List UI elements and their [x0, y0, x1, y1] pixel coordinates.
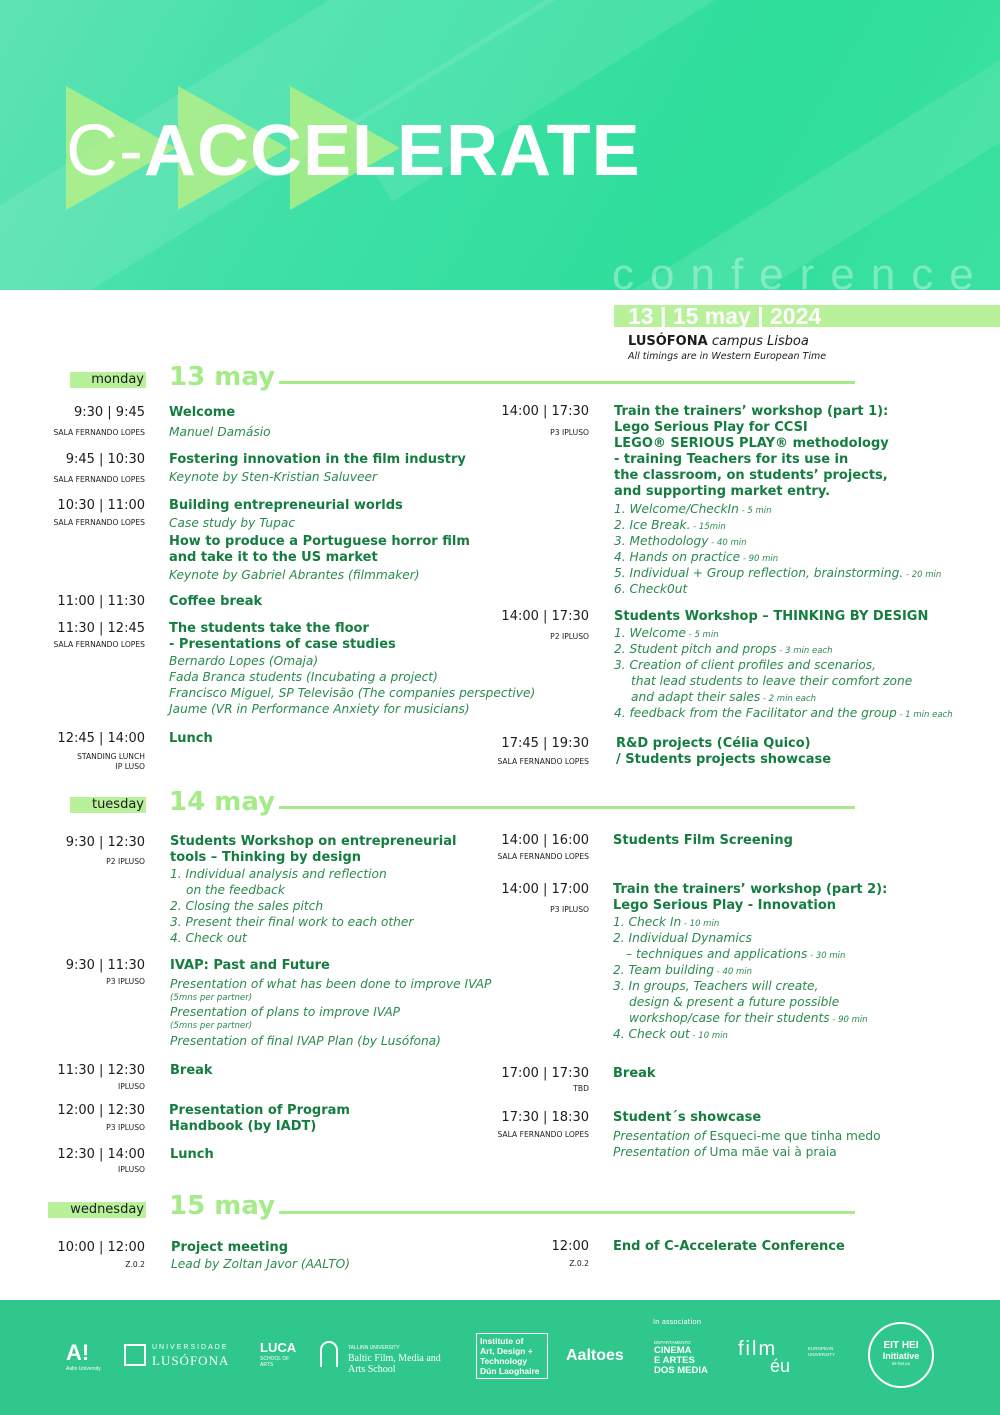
session-speaker: Bernardo Lopes (Omaja) — [169, 654, 319, 668]
agenda-item: 3. Creation of client profiles and scenarios, — [614, 658, 876, 672]
day-tag-wednesday: wednesday — [48, 1202, 146, 1218]
agenda-item: 4. feedback from the Facilitator and the group - 1 min each — [614, 706, 953, 720]
agenda-item: 2. Ice Break. - 15min — [614, 518, 726, 532]
tallinn-arch-icon — [320, 1341, 338, 1367]
agenda-item: 2. Closing the sales pitch — [170, 899, 324, 913]
session-title: - Presentations of case studies — [169, 637, 396, 652]
cinema-top: DEPARTAMENTO — [654, 1340, 691, 1345]
session-time: 14:00 | 17:30 — [501, 609, 589, 624]
agenda-item: 5. Individual + Group reflection, brainstorming. - 20 min — [614, 566, 942, 580]
day-date-wednesday: 15 may — [169, 1191, 276, 1221]
session-room: P3 IPLUSO — [106, 1123, 145, 1132]
session-speaker: Keynote by Sten-Kristian Saluveer — [169, 470, 378, 484]
session-time: 11:30 | 12:45 — [57, 621, 145, 636]
session-room: STANDING LUNCH — [77, 752, 145, 761]
agenda-item: on the feedback — [186, 883, 285, 897]
session-room: SALA FERNANDO LOPES — [497, 1130, 589, 1139]
session-room: IP LUSO — [115, 762, 145, 771]
day-divider — [279, 1211, 855, 1214]
tallinn-top: TALLINN UNIVERSITY — [348, 1345, 400, 1351]
session-title: Lego Serious Play for CCSI — [614, 420, 808, 435]
session-time: 17:00 | 17:30 — [501, 1066, 589, 1081]
session-speaker: Presentation of what has been done to improve IVAP — [170, 977, 492, 991]
agenda-item: 2. Individual Dynamics — [613, 931, 752, 945]
session-title: R&D projects (Célia Quico) — [616, 736, 811, 751]
session-room: P2 IPLUSO — [550, 632, 589, 641]
session-title: Lunch — [170, 1147, 214, 1162]
session-time: 11:30 | 12:30 — [57, 1063, 145, 1078]
agenda-item: and adapt their sales - 2 min each — [631, 690, 817, 704]
session-speaker: Presentation of Uma mãe vai à praia — [613, 1145, 837, 1159]
session-time: 9:30 | 11:30 — [65, 958, 145, 973]
agenda-item: 4. Check out - 10 min — [613, 1027, 728, 1041]
session-title: Building entrepreneurial worlds — [169, 498, 403, 513]
venue — [628, 334, 809, 349]
session-title: Break — [613, 1066, 656, 1081]
session-room: IPLUSO — [117, 1165, 145, 1174]
agenda-item: that lead students to leave their comfort zone — [631, 674, 913, 688]
session-room: Z.0.2 — [125, 1260, 145, 1269]
session-title: End of C-Accelerate Conference — [613, 1239, 845, 1254]
agenda-item: 1. Individual analysis and reflection — [170, 867, 387, 881]
session-title: the classroom, on students’ projects, — [614, 468, 888, 483]
in-association-label: In association — [653, 1318, 702, 1326]
session-title: Break — [170, 1063, 213, 1078]
session-title: The students take the floor — [169, 621, 369, 636]
session-speaker: Manuel Damásio — [169, 425, 271, 439]
session-room: P3 IPLUSO — [550, 428, 589, 437]
agenda-item: design & present a future possible — [629, 995, 840, 1009]
agenda-item: 3. Present their final work to each other — [170, 915, 414, 929]
session-time: 11:00 | 11:30 — [57, 594, 145, 609]
session-time: 14:00 | 17:30 — [501, 404, 589, 419]
event-title — [66, 110, 641, 192]
event-dates: 13 | 15 may | 2024 — [628, 303, 822, 329]
session-room: SALA FERNANDO LOPES — [497, 757, 589, 766]
timezone-note: All timings are in Western European Time — [628, 351, 827, 362]
session-speaker: Presentation of plans to improve IVAP — [170, 1005, 401, 1019]
tallinn-line-a: Baltic Film, Media and — [348, 1353, 441, 1364]
session-title: Coffee break — [169, 594, 263, 609]
session-room: SALA FERNANDO LOPES — [53, 518, 145, 527]
aaltoes-logo: Aaltoes — [566, 1347, 624, 1364]
agenda-item: 3. Methodology - 40 min — [614, 534, 747, 548]
session-title: Train the trainers’ workshop (part 2): — [613, 882, 888, 897]
luca-sub: SCHOOL OF ARTS — [260, 1356, 290, 1368]
session-title: IVAP: Past and Future — [170, 958, 330, 973]
day-divider — [279, 806, 855, 809]
tallinn-line-b: Arts School — [348, 1364, 396, 1375]
session-speaker: Presentation of Esqueci-me que tinha medo — [613, 1129, 881, 1143]
filmeu-sub: EUROPEAN UNIVERSITY — [808, 1346, 836, 1357]
session-title: Project meeting — [171, 1240, 288, 1255]
session-time: 17:30 | 18:30 — [501, 1110, 589, 1125]
agenda-item: 6. Check0ut — [614, 582, 688, 596]
day-date-tuesday: 14 may — [169, 787, 276, 817]
session-title: Students Workshop on entrepreneurial — [170, 834, 457, 849]
session-speaker: Lead by Zoltan Javor (AALTO) — [171, 1257, 351, 1271]
session-time: 12:00 | 12:30 — [57, 1103, 145, 1118]
session-room: IPLUSO — [117, 1082, 145, 1091]
luca-name: LUCA — [260, 1340, 297, 1355]
filmeu-logo: film — [738, 1338, 778, 1360]
session-time: 14:00 | 16:00 — [501, 833, 589, 848]
session-speaker: Keynote by Gabriel Abrantes (filmmaker) — [169, 568, 420, 582]
conference-word: conference — [612, 250, 990, 290]
session-note: (5mns per partner) — [170, 993, 253, 1003]
session-time: 12:00 — [551, 1239, 589, 1254]
session-speaker: Case study by Tupac — [169, 516, 296, 530]
session-time: 9:30 | 12:30 — [65, 835, 145, 850]
session-speaker: Francisco Miguel, SP Televisão (The companies perspective) — [169, 686, 536, 700]
session-speaker: Presentation of final IVAP Plan (by Lusófona) — [170, 1034, 441, 1048]
lusofona-name: LUSÓFONA — [152, 1353, 230, 1368]
session-room: SALA FERNANDO LOPES — [497, 852, 589, 861]
lusofona-top: UNIVERSIDADE — [152, 1344, 229, 1351]
session-title: / Students projects showcase — [616, 752, 832, 767]
iadt-logo: Institute of Art, Design + Technology Dún Laoghaire — [476, 1333, 548, 1379]
session-time: 9:45 | 10:30 — [65, 452, 145, 467]
session-note: (5mns per partner) — [170, 1021, 253, 1031]
eit-hei-logo: EIT HEI Initiative eit-hei.eu — [868, 1322, 934, 1388]
agenda-item: 1. Welcome - 5 min — [614, 626, 719, 640]
session-speaker: Jaume (VR in Performance Anxiety for musicians) — [169, 702, 470, 716]
agenda-item: 4. Hands on practice - 90 min — [614, 550, 779, 564]
day-divider — [279, 381, 855, 384]
session-room: P3 IPLUSO — [106, 977, 145, 986]
session-room: SALA FERNANDO LOPES — [53, 475, 145, 484]
session-title: Students Film Screening — [613, 833, 793, 848]
session-time: 14:00 | 17:00 — [501, 882, 589, 897]
day-date-monday: 13 may — [169, 362, 276, 392]
session-room: SALA FERNANDO LOPES — [53, 428, 145, 437]
venue-campus: campus Lisboa — [711, 334, 809, 349]
session-title: and supporting market entry. — [614, 484, 831, 499]
session-title: Presentation of Program — [169, 1103, 350, 1118]
session-title: Train the trainers’ workshop (part 1): — [614, 404, 889, 419]
session-title: and take it to the US market — [169, 550, 378, 565]
agenda-item: – techniques and applications - 30 min — [626, 947, 846, 961]
session-time: 10:00 | 12:00 — [57, 1240, 145, 1255]
session-title: Students Workshop – THINKING BY DESIGN — [614, 609, 929, 624]
day-tag-monday: monday — [70, 372, 146, 388]
session-time: 12:45 | 14:00 — [57, 731, 145, 746]
day-tag-tuesday: tuesday — [70, 797, 146, 813]
session-time: 9:30 | 9:45 — [73, 405, 145, 420]
agenda-item: 1. Check In - 10 min — [613, 915, 720, 929]
agenda-item: 1. Welcome/CheckIn - 5 min — [614, 502, 772, 516]
agenda-item: 2. Student pitch and props - 3 min each — [614, 642, 833, 656]
session-title: LEGO® SERIOUS PLAY® methodology — [614, 436, 889, 451]
session-time: 12:30 | 14:00 — [57, 1147, 145, 1162]
session-room: SALA FERNANDO LOPES — [53, 640, 145, 649]
lusofona-emblem-icon — [124, 1344, 146, 1366]
filmeu-logo-b: éu — [770, 1356, 791, 1376]
session-title: Handbook (by IADT) — [169, 1119, 317, 1134]
aalto-name: Aalto University — [66, 1366, 101, 1372]
session-title: tools – Thinking by design — [170, 850, 362, 865]
aalto-logo: A! — [66, 1340, 90, 1365]
agenda-item: 4. Check out — [170, 931, 247, 945]
agenda-item: 3. In groups, Teachers will create, — [613, 979, 819, 993]
title-main: ACCELERATE — [143, 111, 641, 191]
session-room: Z.0.2 — [569, 1259, 589, 1268]
session-time: 10:30 | 11:00 — [57, 498, 145, 513]
session-time: 17:45 | 19:30 — [501, 736, 589, 751]
session-speaker: Fada Branca students (Incubating a project) — [169, 670, 438, 684]
session-title: Lego Serious Play - Innovation — [613, 898, 837, 913]
session-title: Student´s showcase — [613, 1110, 762, 1125]
session-title: How to produce a Portuguese horror film — [169, 534, 470, 549]
agenda-item: 2. Team building - 40 min — [613, 963, 752, 977]
session-room: P2 IPLUSO — [106, 857, 145, 866]
session-title: Welcome — [169, 405, 236, 420]
title-prefix: C- — [66, 111, 144, 191]
session-title: - training Teachers for its use in — [614, 452, 849, 467]
session-room: TBD — [573, 1084, 589, 1093]
session-title: Lunch — [169, 731, 213, 746]
venue-name: LUSÓFONA — [628, 334, 708, 349]
header-banner — [0, 0, 1000, 290]
session-title: Fostering innovation in the film industry — [169, 452, 466, 467]
cinema-logo: CINEMA E ARTES DOS MEDIA — [654, 1345, 708, 1376]
agenda-item: workshop/case for their students - 90 min — [629, 1011, 868, 1025]
session-room: P3 IPLUSO — [550, 905, 589, 914]
